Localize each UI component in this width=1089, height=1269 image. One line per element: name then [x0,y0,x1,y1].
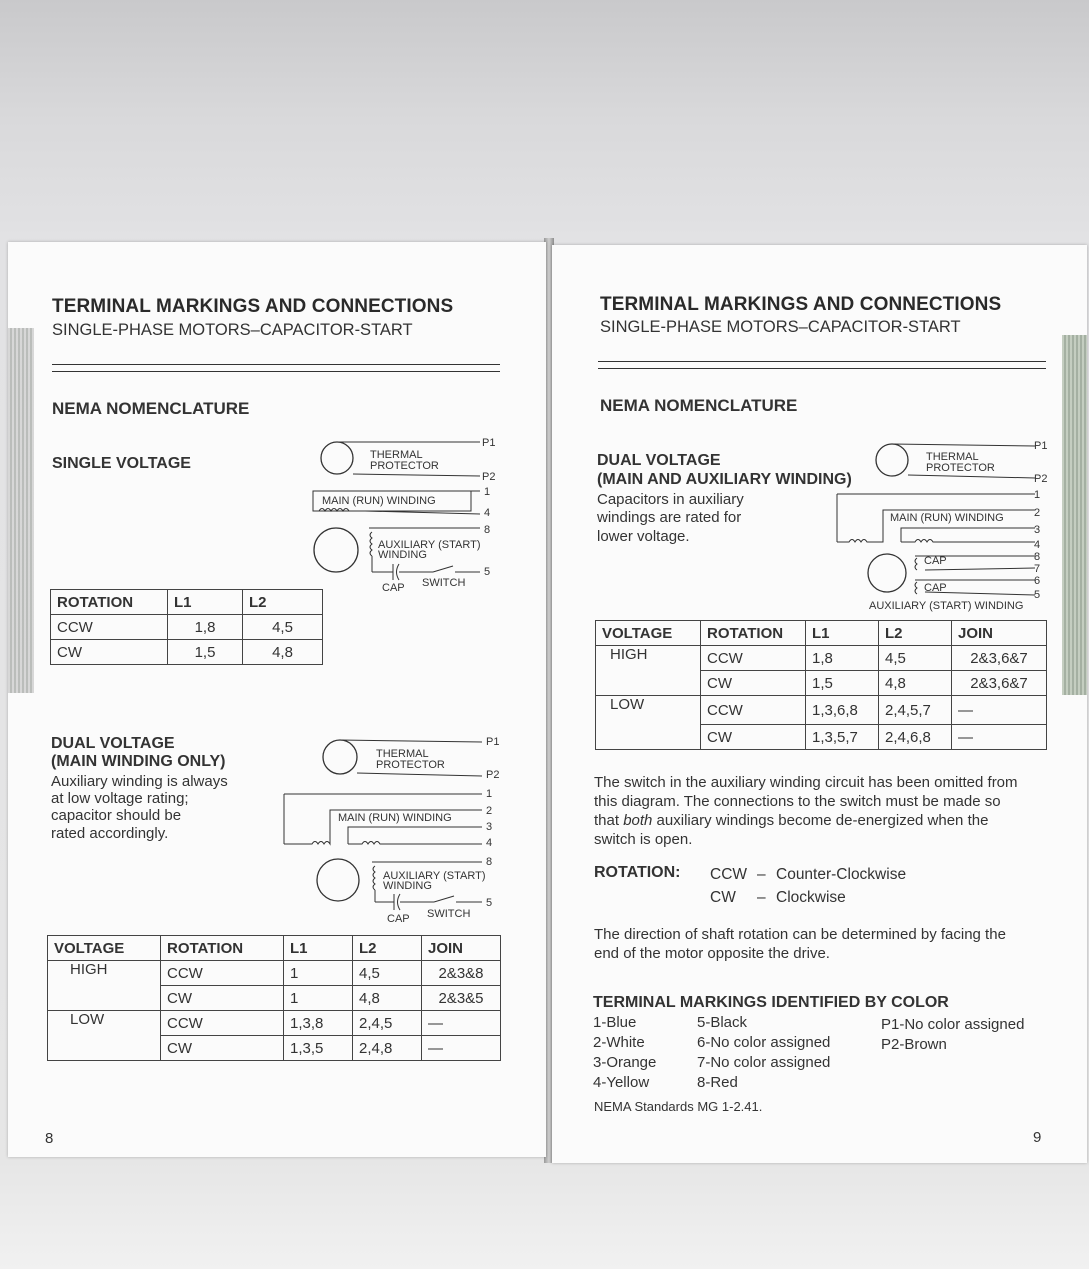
table-row [596,646,1047,671]
rotation-ccw-definition: Counter-Clockwise [776,866,907,883]
switch-note-line-4: switch is open. [594,831,693,848]
cell: 2&3&8 [422,961,501,986]
rdv-p1-label: P1 [1034,440,1048,452]
color-item: 7-No color assigned [697,1054,831,1071]
sv-protector-label: PROTECTOR [370,460,439,472]
right-dv-note-2: windings are rated for [597,509,742,526]
direction-note [594,925,1044,963]
switch-note-line-1: The switch in the auxiliary winding circuit has been omitted from [594,774,1018,791]
cell: — [422,1011,501,1036]
cell: 1,8 [168,615,243,640]
table-row [48,961,501,986]
rotation-dash-2: – [757,889,766,906]
right-rule-top [598,361,1046,362]
header-l2: L2 [243,590,323,615]
color-heading: TERMINAL MARKINGS IDENTIFIED BY COLOR [593,994,949,1011]
sv-terminal-1: 1 [484,486,491,498]
rdv-terminal-4: 4 [1034,539,1041,551]
color-item: 8-Red [697,1074,738,1091]
left-dv-note-4: rated accordingly. [51,825,169,842]
cell: 1,8 [806,646,879,671]
header-rotation: ROTATION [51,590,168,615]
header-voltage: VOLTAGE [48,936,161,961]
color-list-col-2 [697,1013,830,1093]
color-item: 1-Blue [593,1014,637,1031]
voltage-high: HIGH [596,646,701,696]
cell: 4,5 [353,961,422,986]
header-voltage: VOLTAGE [596,621,701,646]
color-item: P1-No color assigned [881,1016,1025,1033]
color-item: 3-Orange [593,1054,657,1071]
color-item: 6-No color assigned [697,1034,831,1051]
switch-note-line-3a: that [594,812,624,829]
cell: CW [161,986,284,1011]
rdv-cap-label-1: CAP [924,555,947,567]
color-list-col-1 [593,1013,656,1093]
rdv-protector-label: PROTECTOR [926,462,995,474]
cell: 2&3,6&7 [952,671,1047,696]
cell: CCW [161,961,284,986]
rdv-aux-winding-label: AUXILIARY (START) WINDING [869,600,1024,612]
ldv-thermal-label: THERMAL [376,748,429,760]
cell: 4,8 [879,671,952,696]
right-dv-note-1: Capacitors in auxiliary [597,491,744,508]
ldv-p1-label: P1 [486,736,500,748]
sv-terminal-5: 5 [484,566,491,578]
voltage-high: HIGH [48,961,161,1011]
ldv-terminal-5: 5 [486,897,493,909]
sv-switch-label: SWITCH [422,577,466,589]
ldv-aux-label-2: WINDING [383,880,432,892]
right-page-edge [1062,335,1087,695]
rdv-cap-label-2: CAP [924,582,947,594]
ldv-switch-label: SWITCH [427,908,471,920]
header-l1: L1 [168,590,243,615]
ldv-terminal-8: 8 [486,856,493,868]
sv-aux-label-1: AUXILIARY (START) [378,539,481,551]
rotation-cw: CW [710,889,736,906]
left-dv-note-3: capacitor should be [51,807,182,824]
right-page-subtitle: SINGLE-PHASE MOTORS–CAPACITOR-START [600,318,961,336]
rdv-terminal-8: 8 [1034,551,1041,563]
ldv-aux-label-1: AUXILIARY (START) [383,870,486,882]
cell: 2&3,6&7 [952,646,1047,671]
cell: 1,5 [806,671,879,696]
direction-note-line-1: The direction of shaft rotation can be determined by facing the [594,926,1006,943]
header-l1: L1 [284,936,353,961]
cell: CW [701,671,806,696]
rdv-terminal-1: 1 [1034,489,1041,501]
left-dual-voltage-table [47,935,501,1061]
switch-note [594,773,1044,849]
header-join: JOIN [422,936,501,961]
rotation-cw-definition: Clockwise [776,889,846,906]
right-rule-bottom [598,368,1046,369]
header-l1: L1 [806,621,879,646]
left-dv-note-2: at low voltage rating; [51,790,189,807]
cell: CCW [701,696,806,725]
header-l2: L2 [879,621,952,646]
switch-note-emphasis: both [623,812,653,829]
color-item: P2-Brown [881,1036,947,1053]
header-join: JOIN [952,621,1047,646]
color-item: 4-Yellow [593,1074,650,1091]
ldv-protector-label: PROTECTOR [376,759,445,771]
left-dual-voltage-heading-2: (MAIN WINDING ONLY) [51,753,226,770]
cell: CW [161,1036,284,1061]
right-page-title: TERMINAL MARKINGS AND CONNECTIONS [600,294,1002,315]
ldv-terminal-2: 2 [486,805,493,817]
rdv-p2-label: P2 [1034,473,1048,485]
table-row [51,615,323,640]
ldv-terminal-1: 1 [486,788,493,800]
header-l2: L2 [353,936,422,961]
sv-thermal-label: THERMAL [370,449,423,461]
cell: 4,5 [879,646,952,671]
cell: CW [51,640,168,665]
cell: 4,5 [243,615,323,640]
cell: — [422,1036,501,1061]
cell: 2,4,6,8 [879,725,952,750]
ldv-p2-label: P2 [486,769,500,781]
single-voltage-table [50,589,323,665]
table-header-row [596,621,1047,646]
sv-main-winding-label: MAIN (RUN) WINDING [322,495,436,507]
left-rule-top [52,364,500,365]
right-dual-voltage-table [595,620,1047,750]
header-rotation: ROTATION [161,936,284,961]
cell: CCW [701,646,806,671]
cell: 2,4,5,7 [879,696,952,725]
ldv-cap-label: CAP [387,913,410,925]
color-item: 5-Black [697,1014,748,1031]
cell: 1,3,8 [284,1011,353,1036]
cell: — [952,696,1047,725]
left-rule-bottom [52,371,500,372]
right-dual-voltage-heading-2: (MAIN AND AUXILIARY WINDING) [597,471,852,488]
table-header-row [48,936,501,961]
sv-terminal-4: 4 [484,507,491,519]
rotation-ccw: CCW [710,866,748,883]
header-rotation: ROTATION [701,621,806,646]
ldv-terminal-3: 3 [486,821,493,833]
sv-p2-label: P2 [482,471,496,483]
cell: CCW [51,615,168,640]
left-dv-note-1: Auxiliary winding is always [51,773,228,790]
right-dual-voltage-heading-1: DUAL VOLTAGE [597,452,721,469]
right-page-number: 9 [1033,1129,1042,1146]
voltage-low: LOW [596,696,701,750]
cell: CCW [161,1011,284,1036]
table-row [51,640,323,665]
cell: 4,8 [353,986,422,1011]
right-nema-heading: NEMA NOMENCLATURE [600,396,798,415]
rdv-terminal-7: 7 [1034,563,1041,575]
left-nema-heading: NEMA NOMENCLATURE [52,399,250,418]
rdv-terminal-3: 3 [1034,524,1041,536]
left-page-number: 8 [45,1130,54,1147]
direction-note-line-2: end of the motor opposite the drive. [594,945,830,962]
sv-cap-label: CAP [382,582,405,594]
single-voltage-heading: SINGLE VOLTAGE [52,455,191,472]
standards-reference: NEMA Standards MG 1-2.41. [594,1099,763,1114]
cell: CW [701,725,806,750]
cell: 2,4,8 [353,1036,422,1061]
rdv-terminal-5: 5 [1034,589,1041,601]
ldv-main-winding-label: MAIN (RUN) WINDING [338,812,452,824]
table-row [48,1011,501,1036]
right-dv-note-3: lower voltage. [597,528,690,545]
sv-terminal-8: 8 [484,524,491,536]
switch-note-line-3b: auxiliary windings become de-energized when the [652,812,989,829]
rdv-terminal-6: 6 [1034,575,1041,587]
cell: 2,4,5 [353,1011,422,1036]
switch-note-line-3 [594,811,1044,830]
rdv-main-winding-label: MAIN (RUN) WINDING [890,512,1004,524]
cell: 1,3,5,7 [806,725,879,750]
sv-p1-label: P1 [482,437,496,449]
rotation-label: ROTATION: [594,864,681,881]
voltage-low: LOW [48,1011,161,1061]
cell: — [952,725,1047,750]
cell: 1 [284,961,353,986]
cell: 2&3&5 [422,986,501,1011]
cell: 1,3,6,8 [806,696,879,725]
sv-aux-label-2: WINDING [378,549,427,561]
left-dual-voltage-heading-1: DUAL VOLTAGE [51,735,175,752]
color-list-col-3 [881,1015,1024,1055]
rdv-terminal-2: 2 [1034,507,1041,519]
table-row [596,696,1047,725]
cell: 1,5 [168,640,243,665]
left-page-edge [8,328,34,693]
left-page-title: TERMINAL MARKINGS AND CONNECTIONS [52,296,454,317]
cell: 4,8 [243,640,323,665]
switch-note-line-2: this diagram. The connections to the switch must be made so [594,793,1001,810]
left-page-subtitle: SINGLE-PHASE MOTORS–CAPACITOR-START [52,321,413,339]
rdv-thermal-label: THERMAL [926,451,979,463]
table-header-row [51,590,323,615]
rotation-dash-1: – [757,866,766,883]
ldv-terminal-4: 4 [486,837,493,849]
cell: 1 [284,986,353,1011]
cell: 1,3,5 [284,1036,353,1061]
color-item: 2-White [593,1034,645,1051]
